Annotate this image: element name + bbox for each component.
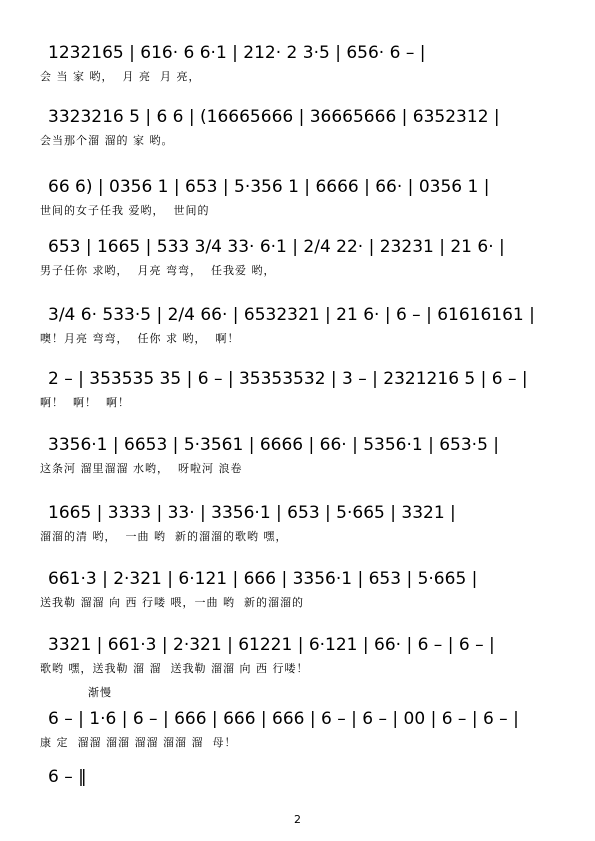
staff-line-2: [0, 104, 595, 130]
staff-line-6: [0, 366, 595, 392]
notes-line-7: 3356·1 | 6653 | 5·3561 | 6666 | 66· | 5356·1 | 653·5 |: [48, 435, 500, 455]
notes-line-5: 3/4 6· 533·5 | 2/4 66· | 6532321 | 21 6· | 6 – | 61616161 |: [48, 305, 535, 325]
lyrics-line-4: 男子任你 求哟， 月亮 弯弯， 任我爱 哟，: [40, 264, 276, 277]
lyrics-line-9: 送我勒 溜溜 向 西 行喽 喂，一曲 哟 新的溜溜的: [40, 596, 304, 609]
staff-line-10: [0, 632, 595, 658]
staff-line-9: [0, 566, 595, 592]
notes-line-3: 66 6) | 0356 1 | 653 | 5·356 1 | 6666 | 66· | 0356 1 |: [48, 177, 490, 197]
staff-line-11: [0, 706, 595, 732]
lyrics-line-1: 会 当 家 哟， 月 亮 月 亮，: [40, 70, 201, 83]
page-number: 2: [294, 813, 301, 826]
lyrics-line-8: 溜溜的清 哟， 一曲 哟 新的溜溜的歌哟 嘿，: [40, 530, 288, 543]
lyrics-line-5: 噢！月亮 弯弯， 任你 求 哟， 啊！: [40, 332, 240, 345]
notes-line-6: 2 – | 353535 35 | 6 – | 35353532 | 3 – | 2321216 5 | 6 – |: [48, 369, 528, 389]
lyrics-line-11: 康 定 溜溜 溜溜 溜溜 溜溜 溜 母！: [40, 736, 237, 749]
notes-line-8: 1665 | 3333 | 33· | 3356·1 | 653 | 5·665 | 3321 |: [48, 503, 456, 523]
notes-line-1: 1232165 | 616· 6 6·1 | 212· 2 3·5 | 656· 6 – |: [48, 43, 426, 63]
staff-line-4: [0, 234, 595, 260]
staff-line-7: [0, 432, 595, 458]
notes-line-4: 653 | 1665 | 533 3/4 33· 6·1 | 2/4 22· | 23231 | 21 6· |: [48, 237, 505, 257]
lyrics-line-6: 啊！ 啊！ 啊！: [40, 396, 130, 409]
staff-line-8: [0, 500, 595, 526]
notes-line-12: 6 – ‖: [48, 767, 87, 787]
tempo-mark: 渐慢: [88, 686, 112, 699]
lyrics-line-7: 这条河 溜里溜溜 水哟， 呀啦河 浪卷: [40, 462, 243, 475]
staff-line-12: [0, 764, 595, 790]
staff-line-5: [0, 302, 595, 328]
notes-line-11: 6 – | 1·6 | 6 – | 666 | 666 | 666 | 6 – | 6 – | 00 | 6 – | 6 – |: [48, 709, 519, 729]
staff-line-3: [0, 174, 595, 200]
lyrics-line-3: 世间的女子任我 爱哟， 世间的: [40, 204, 210, 217]
notes-line-2: 3323216 5 | 6 6 | (16665666 | 36665666 | 6352312 |: [48, 107, 500, 127]
staff-line-1: [0, 40, 595, 66]
lyrics-line-10: 歌哟 嘿，送我勒 溜 溜 送我勒 溜溜 向 西 行喽！: [40, 662, 309, 675]
notes-line-9: 661·3 | 2·321 | 6·121 | 666 | 3356·1 | 653 | 5·665 |: [48, 569, 478, 589]
lyrics-line-2: 会当那个溜 溜的 家 哟。: [40, 134, 174, 147]
notes-line-10: 3321 | 661·3 | 2·321 | 61221 | 6·121 | 66· | 6 – | 6 – |: [48, 635, 495, 655]
